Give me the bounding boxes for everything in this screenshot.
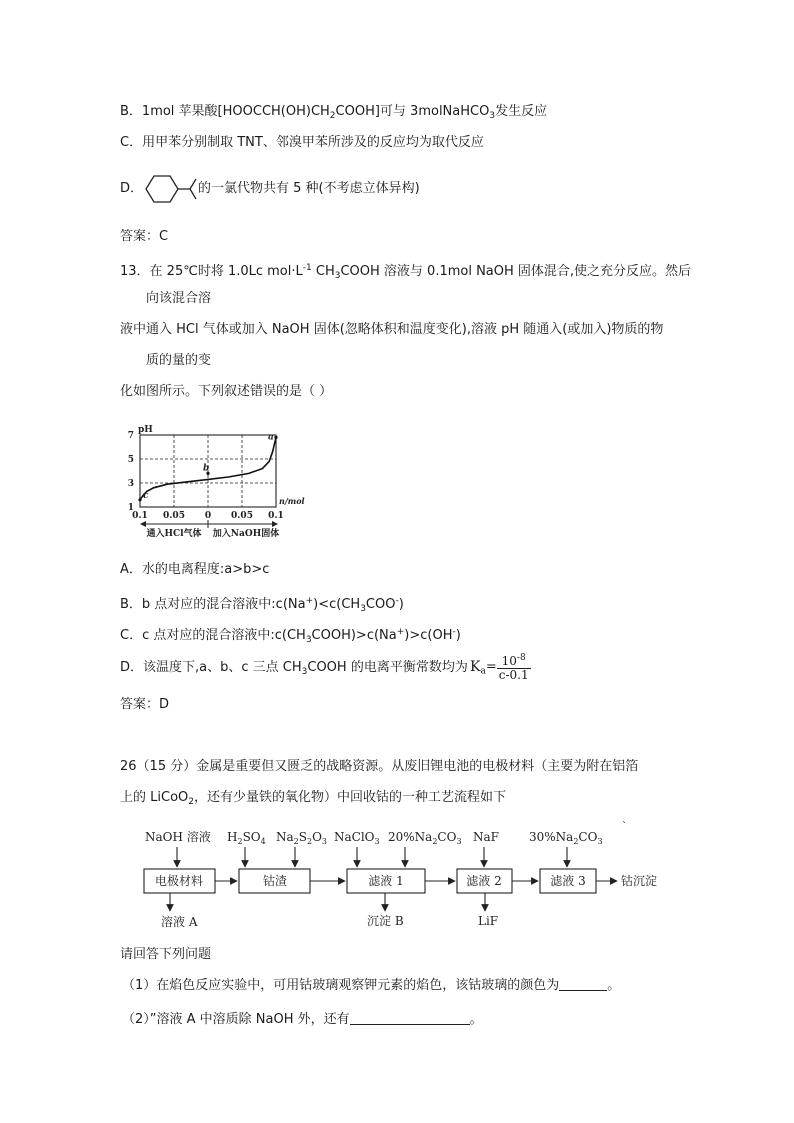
right-region-label: 加入NaOH固体 — [212, 529, 280, 539]
reagent-naclo3: NaClO$_3$ — [334, 830, 380, 846]
q13-option-d: D．该温度下,a、b、c 三点 $CH_3COOH$ 的电离平衡常数均为 — [120, 660, 468, 677]
answer-blank-1[interactable] — [559, 977, 607, 991]
reagent-naf: NaF — [473, 830, 499, 844]
point-label-c: c — [143, 490, 149, 501]
box-label-filtrate1: 滤液 1 — [368, 874, 404, 888]
q12-answer: 答案：C — [120, 229, 169, 244]
process-flow-diagram — [135, 825, 695, 935]
q26-line1: 26（15 分）金属是重要但又匮乏的战略资源。从废旧锂电池的电极材料（主要为附在铝箔 — [120, 759, 639, 774]
q13-stem-line3: 液中通入 HCl 气体或加入 NaOH 固体(忽略体积和温度变化),溶液 pH 随通入(或加入)物质的物 — [120, 322, 664, 337]
y-tick-label: 3 — [127, 479, 134, 489]
arrow-left-head — [140, 521, 146, 527]
reagent-na2co3-30: $30\%Na_2CO_3$ — [529, 830, 603, 846]
output-lif: LiF — [478, 914, 499, 928]
point-label-b: b — [203, 463, 210, 474]
y-tick-label: 1 — [127, 503, 134, 513]
q26-prompt: 请回答下列问题 — [120, 947, 212, 962]
x-axis-label: n/mol — [279, 496, 305, 506]
cyclohexane-structure-icon — [140, 172, 200, 206]
stray-mark: ` — [622, 821, 627, 832]
point-label-a: a — [268, 432, 274, 443]
output-solution-a: 溶液 A — [161, 915, 198, 929]
box-label-filtrate3: 滤液 3 — [550, 874, 586, 888]
q13-option-c: C．c 点对应的混合溶液中$:c(CH_3COOH)>c(Na^+)>c(OH^-)$ — [120, 627, 461, 645]
q26-sub2: （2）”溶液 A 中溶质除 NaOH 外，还有 。 — [122, 1012, 483, 1027]
q13-stem-line5: 化如图所示。下列叙述错误的是（ ） — [120, 384, 333, 399]
q13-answer: 答案：D — [120, 697, 170, 712]
x-tick-label: 0.05 — [231, 511, 253, 521]
box-label-filtrate2: 滤液 2 — [466, 874, 502, 888]
q12-option-d-text: 的一氯代物共有 5 种(不考虑立体异构) — [198, 181, 420, 196]
box-label-electrode: 电极材料 — [154, 874, 204, 888]
data-point-c — [138, 498, 141, 501]
y-tick-label: 7 — [127, 431, 134, 441]
q12-option-b: B．1mol 苹果酸$[HOOCCH(OH)CH_2COOH]$可与 3molNaHCO$_3$发生反应 — [120, 104, 548, 121]
chart-bottom-labels — [140, 520, 279, 539]
q26-sub1: （1）在焰色反应实验中，可用钴玻璃观察钾元素的焰色，该钴玻璃的颜色为 。 — [122, 978, 621, 993]
output-precipitate-b: 沉淀 B — [367, 914, 404, 928]
q13-option-b: B．b 点对应的混合溶液中$:c(Na^+)<c(CH_3COO^-)$ — [120, 596, 404, 614]
q12-option-c: C．用甲苯分别制取 TNT、邻溴甲苯所涉及的反应均为取代反应 — [120, 135, 484, 150]
ka-formula: $K_a=$ $\frac{10^{-8}}{c-0.1}$ — [470, 653, 529, 682]
q13-stem-line2: 向该混合溶 — [146, 291, 212, 306]
x-tick-label: 0.05 — [163, 511, 185, 521]
x-tick-label: 0.1 — [268, 511, 284, 521]
reagent-h2so4: $H_2SO_4$ — [227, 830, 266, 846]
x-tick-label: 0.1 — [132, 511, 148, 521]
box-label-cobalt: 钴渣 — [262, 874, 288, 888]
arrow-right-head — [272, 521, 278, 527]
q13-stem-line4: 质的量的变 — [146, 353, 212, 368]
product-cobalt-precipitate: 钴沉淀 — [621, 874, 658, 888]
ph-chart — [118, 420, 308, 544]
answer-blank-2[interactable] — [350, 1011, 470, 1025]
y-tick-label: 5 — [127, 455, 134, 465]
y-axis-label: pH — [138, 425, 153, 435]
reagent-na2s2o3: $Na_2S_2O_3$ — [276, 830, 328, 846]
q26-line2: 上的 LiCoO$_2$，还有少量铁的氧化物）中回收钴的一种工艺流程如下 — [120, 790, 507, 807]
reagent-na2co3-20: $20\%Na_2CO_3$ — [388, 830, 462, 846]
data-point-a — [274, 436, 277, 439]
q12-option-d: D． — [120, 181, 144, 196]
q13-stem-line1: 13．在 25℃时将 1.0Lc $mol\cdot L^{-1}$ $CH_3COOH$ 溶液与 0.1mol NaOH 固体混合,使之充分反应。然后 — [120, 263, 692, 281]
left-region-label: 通入HCl气体 — [146, 529, 202, 539]
x-tick-label: 0 — [204, 511, 212, 521]
q13-option-a: A．水的电离程度:a>b>c — [120, 562, 270, 577]
reagent-naoh: NaOH 溶液 — [145, 830, 211, 844]
